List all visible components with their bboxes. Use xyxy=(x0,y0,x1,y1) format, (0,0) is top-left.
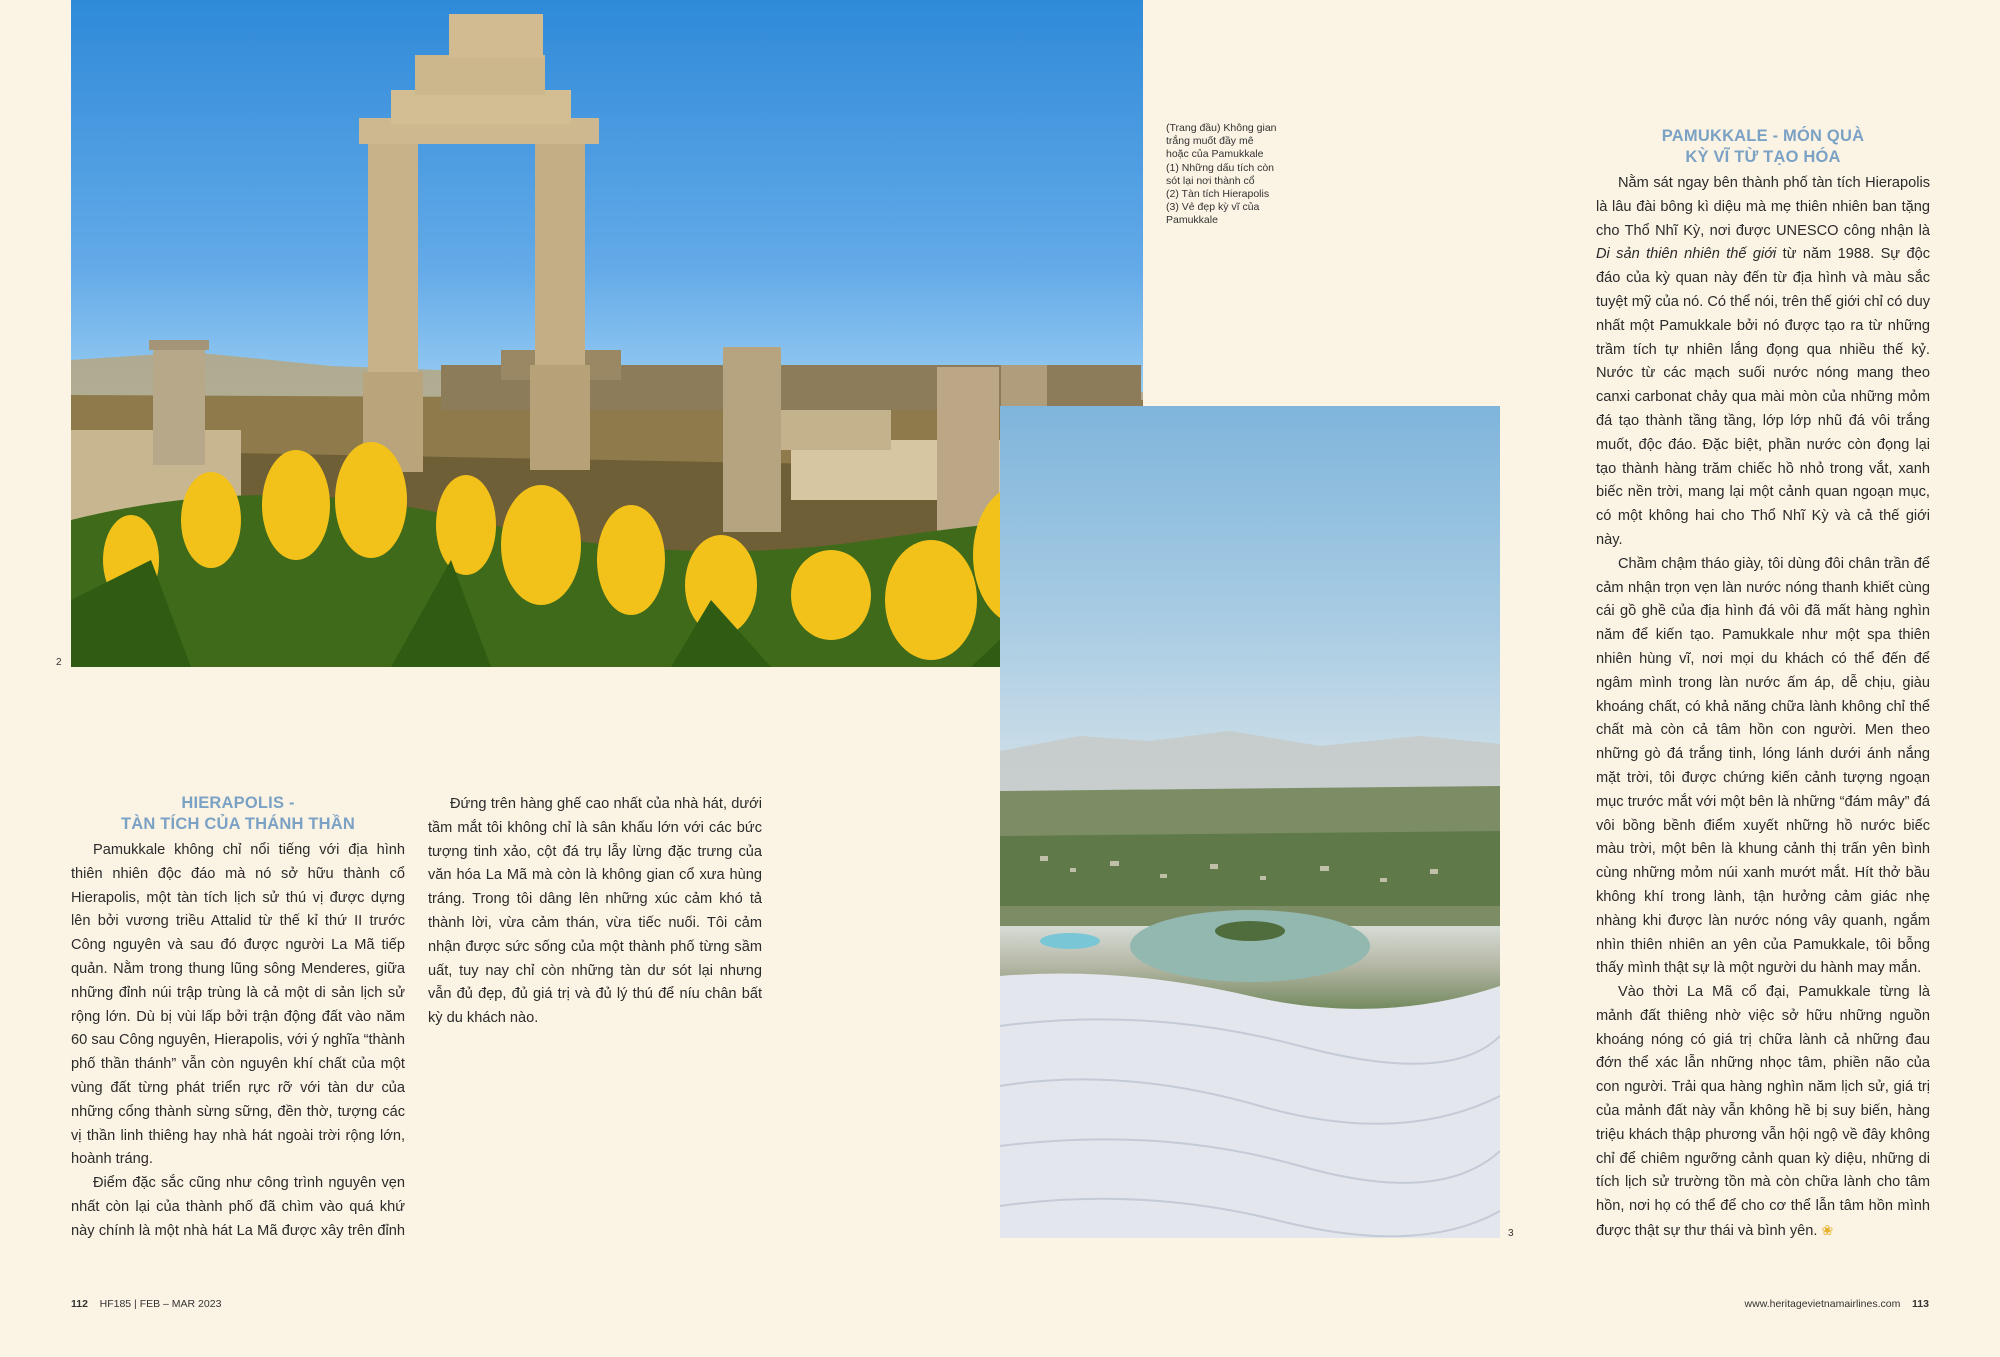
caption-line: (2) Tàn tích Hierapolis xyxy=(1166,188,1270,201)
photo-number-2: 2 xyxy=(56,657,62,668)
text-run: Nằm sát ngay bên thành phố tàn tích Hierapolis là lâu đài bông kì diệu mà mẹ thiên nhiên ban tặng cho Thổ Nhĩ Kỳ, nơi được UNESCO công nhận là xyxy=(1596,175,1930,239)
caption-line: (3) Vẻ đẹp kỳ vĩ của xyxy=(1166,201,1260,214)
footer-left xyxy=(71,1298,221,1310)
ruins-illustration xyxy=(71,0,1143,667)
footer-right xyxy=(1745,1298,1929,1310)
article-column-1 xyxy=(71,839,405,1243)
terraces-illustration xyxy=(1000,406,1500,1238)
heading-line: KỲ VĨ TỪ TẠO HÓA xyxy=(1685,148,1841,166)
text-run-italic: Di sản thiên nhiên thế giới xyxy=(1596,246,1777,263)
photo-pamukkale-terraces xyxy=(1000,406,1500,1238)
photo-hierapolis-ruins xyxy=(71,0,1143,667)
article-column-3 xyxy=(1596,172,1930,1247)
paragraph xyxy=(1596,981,1930,1244)
paragraph xyxy=(1596,172,1930,553)
photo-number-3: 3 xyxy=(1508,1228,1514,1239)
caption-line: trắng muốt đầy mê xyxy=(1166,135,1254,148)
caption-line: (Trang đầu) Không gian xyxy=(1166,122,1277,134)
heading-line: TÀN TÍCH CỦA THÁNH THẦN xyxy=(120,815,356,833)
photo-caption xyxy=(1166,122,1294,228)
heading-line: PAMUKKALE - MÓN QUÀ xyxy=(1661,127,1865,145)
text-run: Vào thời La Mã cổ đại, Pamukkale từng là mảnh đất thiêng nhờ việc sở hữu những nguồn khoáng nóng có giá trị chữa lành cả những đau đớn thể xác lẫn những nhọc tâm, phiền não của con người. Trải qua hàng nghìn năm lịch sử, giá trị của mảnh đất này vẫn không hề bị suy biến, hàng triệu khách thập phương vẫn hội ngộ về đây không chỉ để chiêm ngưỡng cảnh quan kỳ diệu, những di tích lịch sử trường tồn mà còn chữa lành cho tâm hồn, nơi họ có thể để cho cơ thể lẫn tâm hồn mình được thật sự thư thái và bình yên. xyxy=(1596,984,1930,1240)
text-run: từ năm 1988. Sự độc đáo của kỳ quan này đến từ địa hình và màu sắc tuyệt mỹ của nó. Có thể nói, trên thế giới chỉ có duy nhất một Pamukkale bởi nó được tạo ra từ những trầm tích tự nhiên lắng đọng qua nhiều thế kỷ. Nước từ các mạch suối nước nóng mang theo canxi carbonat chảy qua mài mòn của những mỏm đá tạo thành tầng tầng, lớp lớp nhũ đá vôi trắng muốt, độc đáo. Đặc biệt, phần nước còn đọng lại tạo thành hàng trăm chiếc hồ nhỏ trong vắt, xanh biếc nền trời, mang lại một cảnh quan ngoạn mục, có một không hai cho Thổ Nhĩ Kỳ và cả thế giới này. xyxy=(1596,246,1930,548)
paragraph: Điểm đặc sắc cũng như công trình nguyên vẹn nhất còn lại của thành phố đã chìm vào quá khứ này chính là một nhà hát La Mã được xây trên đỉnh xyxy=(71,1175,405,1239)
heading-line: HIERAPOLIS - xyxy=(181,794,295,812)
caption-line: sót lại nơi thành cổ xyxy=(1166,174,1255,187)
caption-line: hoặc của Pamukkale xyxy=(1166,148,1264,161)
page-number-right: 113 xyxy=(1912,1298,1929,1310)
article-column-2 xyxy=(428,793,762,1031)
website-link[interactable]: www.heritagevietnamairlines.com xyxy=(1744,1298,1901,1310)
lotus-end-icon: ❀ xyxy=(1821,1222,1834,1239)
caption-line: Pamukkale xyxy=(1166,214,1218,227)
section-heading-pamukkale xyxy=(1596,126,1930,168)
issue-label: HF185 | FEB – MAR 2023 xyxy=(99,1298,222,1310)
page-number-left: 112 xyxy=(71,1298,88,1310)
caption-line: (1) Những dấu tích còn xyxy=(1166,161,1275,174)
paragraph: Chầm chậm tháo giày, tôi dùng đôi chân trần để cảm nhận trọn vẹn làn nước nóng thanh khiết cùng cái gồ ghề của địa hình đá vôi đã mất hàng nghìn năm để kiến tạo. Pamukkale như một spa thiên nhiên hùng vĩ, nơi mọi du khách có thể đến để ngâm mình trong làn nước ấm áp, dễ chịu, giàu khoáng chất, có khả năng chữa lành không chỉ thể chất mà còn cả tâm hồn con người. Men theo những gò đá trắng tinh, lóng lánh dưới ánh nắng mặt trời, tôi được chứng kiến cảnh tượng ngoạn mục trước mắt với một bên là những “đám mây” đá vôi bồng bềnh điểm xuyết những hồ nước biếc màu trời, một bên là khung cảnh thị trấn yên bình cùng những mỏm núi xanh mướt mắt. Hít thở bầu không khí trong lành, tận hưởng cảm giác nhẹ nhàng khi được làn nước nóng vây quanh, ngắm nhìn thiên nhiên an yên của Pamukkale, tôi bỗng thấy mình thật sự là một người du hành may mắn. xyxy=(1596,555,1930,977)
paragraph: Pamukkale không chỉ nổi tiếng với địa hình thiên nhiên độc đáo mà nó sở hữu thành cổ Hierapolis, một tàn tích lịch sử thú vị được dựng lên bởi vương triều Attalid từ thế kỉ thứ II trước Công nguyên và sau đó được người La Mã tiếp quản. Nằm trong thung lũng sông Menderes, giữa những đỉnh núi trập trùng là cả một di sản lịch sử rộng lớn. Dù bị vùi lấp bởi trận động đất vào năm 60 sau Công nguyên, Hierapolis, với ý nghĩa “thành phố thần thánh” vẫn còn nguyên khí chất của một vùng đất từng phát triển rực rỡ với tàn dư của những cổng thành sừng sững, đền thờ, tượng các vị thần linh thiêng hay nhà hát ngoài trời rộng lớn, hoành tráng. xyxy=(71,842,405,1168)
paragraph: Đứng trên hàng ghế cao nhất của nhà hát, dưới tầm mắt tôi không chỉ là sân khấu lớn với các bức tượng tinh xảo, cột đá trụ lẫy lừng đặc trưng của văn hóa La Mã mà còn là không gian cổ xưa hùng tráng. Trong tôi dâng lên những xúc cảm khó tả thành lời, vừa cảm thán, vừa tiếc nuối. Tôi cảm nhận được sức sống của một thành phố từng sầm uất, tuy nay chỉ còn những tàn dư sót lại nhưng vẫn đủ đẹp, đủ giá trị và đủ lý thú để níu chân bất kỳ du khách nào. xyxy=(428,796,762,1027)
section-heading-hierapolis xyxy=(71,793,405,835)
